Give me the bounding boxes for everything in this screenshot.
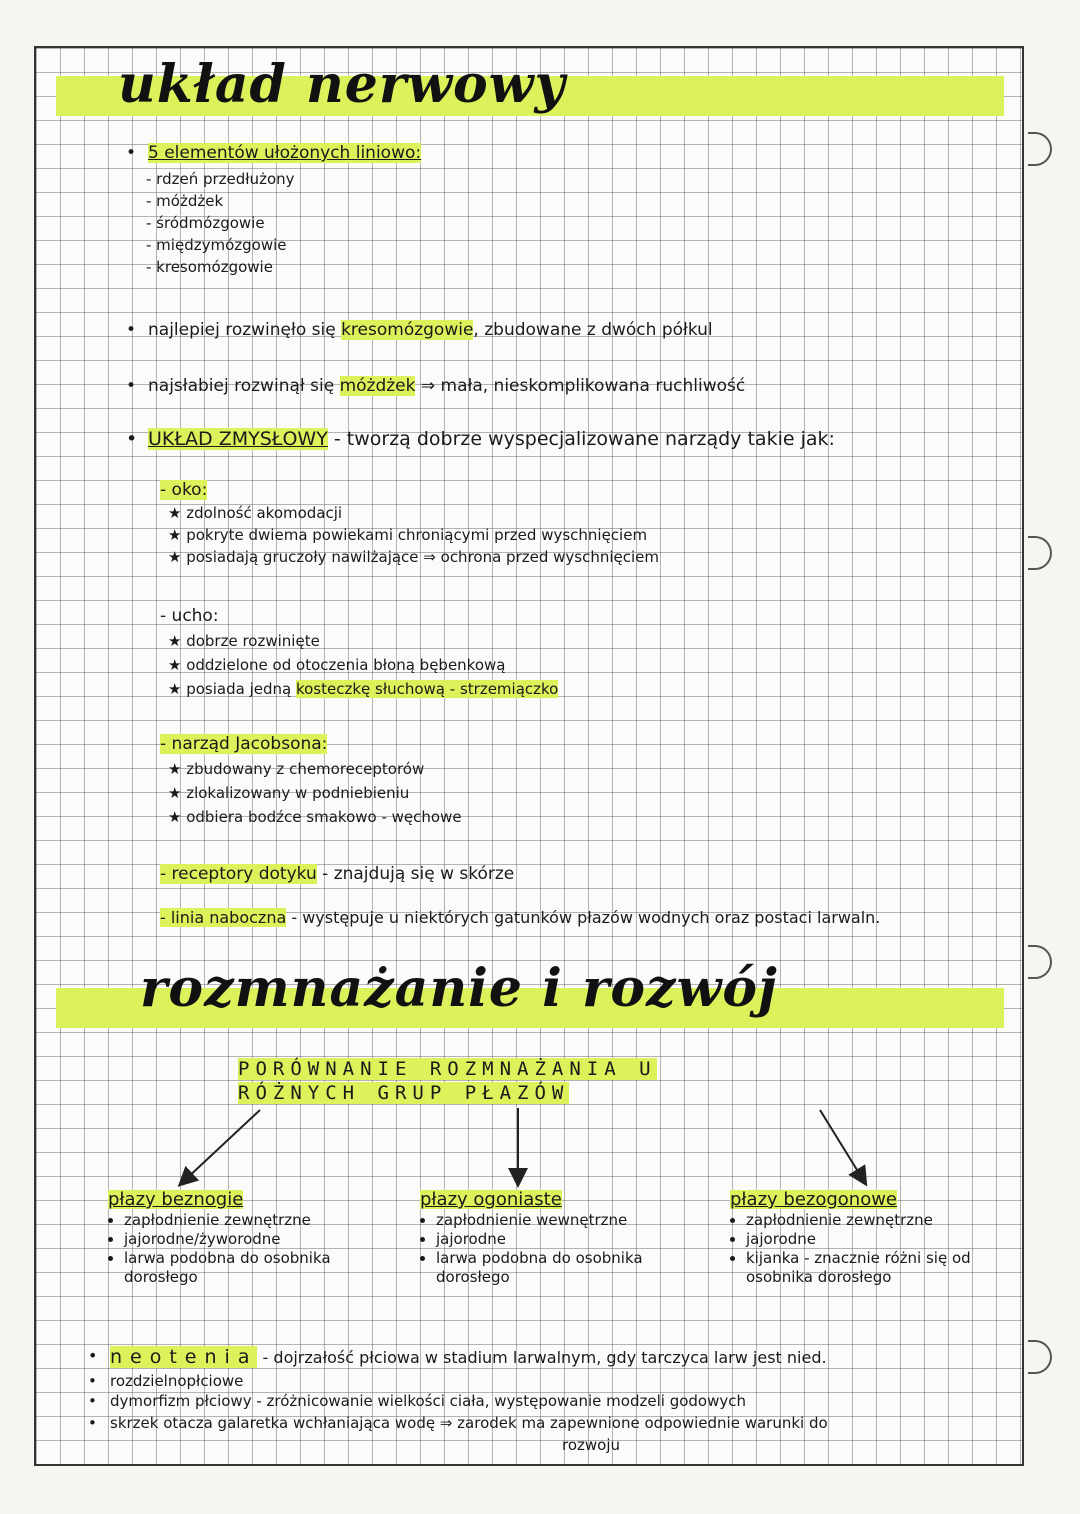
ear-item: ★ oddzielone od otoczenia błoną bębenkową [168,656,506,674]
nervous-item: - móżdżek [146,192,224,210]
comparison-heading-line1: PORÓWNANIE ROZMNAŻANIA U [238,1058,657,1080]
jacobson-heading: - narząd Jacobsona: [160,734,328,754]
sensory-system-heading: • UKŁAD ZMYSŁOWY - tworzą dobrze wyspecjalizowane narządy takie jak: [148,430,835,449]
group-item: • jajorodne/żyworodne [124,1230,408,1249]
title-nervous-system: układ nerwowy [118,54,566,115]
bottom-fact: • rozdzielnopłciowe [110,1374,243,1389]
nervous-fact-2: • najsłabiej rozwinął się móżdżek ⇒ mała, nieskomplikowana ruchliwość [148,378,745,395]
ear-item: ★ posiada jedną kosteczkę słuchową - strzemiączko [168,680,559,698]
nervous-fact-1: • najlepiej rozwinęło się kresomózgowie, zbudowane z dwóch półkul [148,322,713,339]
eye-item: ★ posiadają gruczoły nawilżające ⇒ ochrona przed wyschnięciem [168,548,660,566]
binder-hole [1028,132,1052,166]
group-item: • jajorodne [436,1230,720,1249]
arrows-diagram [150,1100,910,1190]
group-item: • larwa podobna do osobnika dorosłego [124,1249,408,1287]
bottom-fact: • skrzek otacza galaretka wchłaniająca wodę ⇒ zarodek ma zapewnione odpowiednie warunki do [110,1416,828,1431]
eye-item: ★ pokryte dwiema powiekami chroniącymi przed wyschnięciem [168,526,648,544]
arrow-right [820,1110,862,1178]
jacobson-item: ★ zbudowany z chemoreceptorów [168,760,425,778]
group-item: • zapłodnienie zewnętrzne [746,1211,990,1230]
group-item: • zapłodnienie zewnętrzne [124,1211,408,1230]
group-frogs: płazy bezogonowe • zapłodnienie zewnętrzne • jajorodne • kijanka - znacznie różni się od osobnika dorosłego [730,1190,990,1287]
bottom-fact: • dymorfizm płciowy - zróżnicowanie wielkości ciała, występowanie modzeli godowych [110,1394,746,1409]
group-salamanders: płazy ogoniaste • zapłodnienie wewnętrzne • jajorodne • larwa podobna do osobnika dorosłego [420,1190,720,1287]
nervous-item: - kresomózgowie [146,258,273,276]
ear-heading: - ucho: [160,606,219,626]
nervous-item: - rdzeń przedłużony [146,170,295,188]
comparison-heading-line2: RÓŻNYCH GRUP PŁAZÓW [238,1082,570,1104]
binder-hole [1028,945,1052,979]
eye-item: ★ zdolność akomodacji [168,504,343,522]
neoteny-line: • neotenia - dojrzałość płciowa w stadium larwalnym, gdy tarczyca larw jest nied. [110,1348,827,1367]
nervous-heading: • 5 elementów ułożonych liniowo: [148,145,421,162]
nervous-item: - śródmózgowie [146,214,265,232]
group-item: • zapłodnienie wewnętrzne [436,1211,720,1230]
title-reproduction: rozmnażanie i rozwój [140,958,778,1019]
binder-hole [1028,536,1052,570]
nervous-item: - międzymózgowie [146,236,287,254]
group-item: • kijanka - znacznie różni się od osobnika dorosłego [746,1249,990,1287]
bottom-fact-continuation: rozwoju [562,1436,621,1454]
eye-heading: - oko: [160,480,208,500]
group-item: • larwa podobna do osobnika dorosłego [436,1249,720,1287]
arrow-left [185,1110,260,1180]
jacobson-item: ★ zlokalizowany w podniebieniu [168,784,410,802]
group-caecilians: płazy beznogie • zapłodnienie zewnętrzne • jajorodne/żyworodne • larwa podobna do osobnika dorosłego [108,1190,408,1287]
touch-receptors: - receptory dotyku - znajdują się w skórze [160,864,515,884]
group-item: • jajorodne [746,1230,990,1249]
ear-item: ★ dobrze rozwinięte [168,632,320,650]
jacobson-item: ★ odbiera bodźce smakowo - węchowe [168,808,462,826]
binder-hole [1028,1340,1052,1374]
lateral-line: - linia naboczna - występuje u niektórych gatunków płazów wodnych oraz postaci larwaln. [160,908,881,927]
